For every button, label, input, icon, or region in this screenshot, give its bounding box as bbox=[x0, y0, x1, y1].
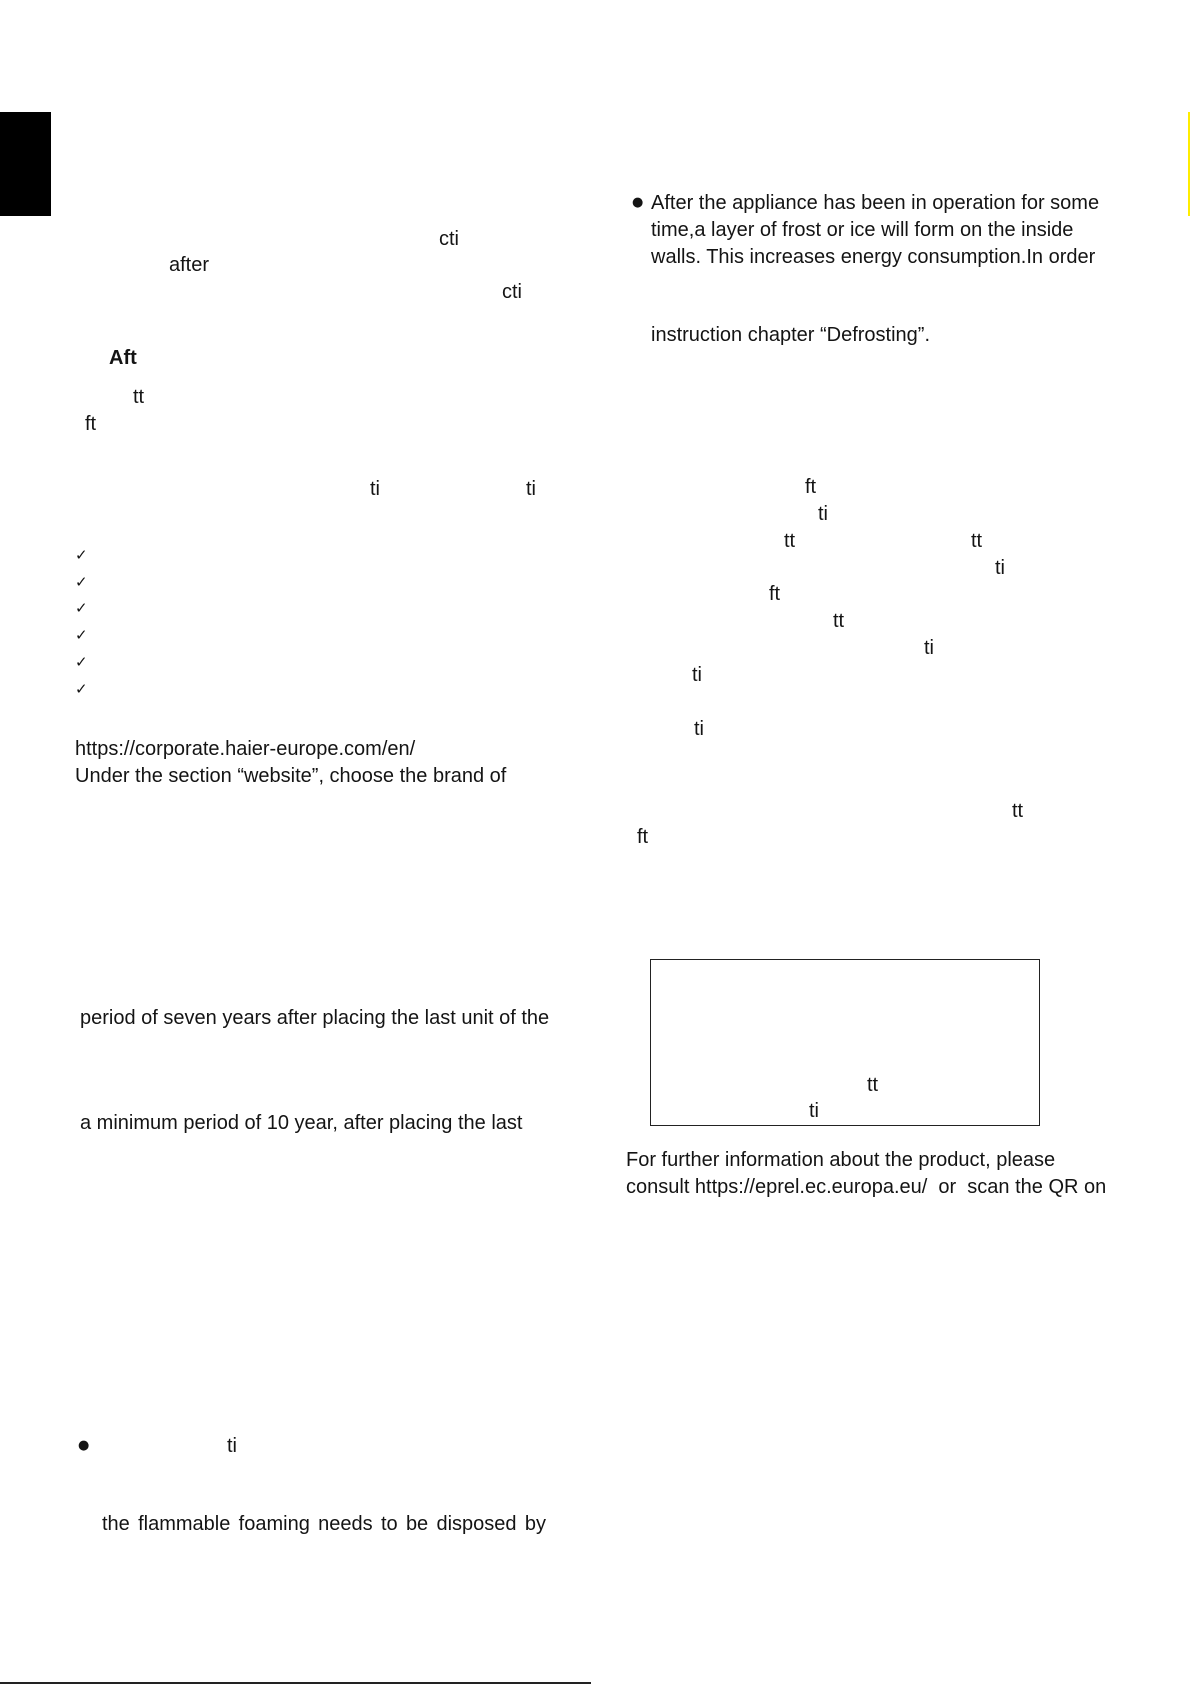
checkmark-icon: ✓ bbox=[75, 599, 88, 617]
text-fragment: ti bbox=[526, 478, 536, 500]
spare-parts-seven-years-text: period of seven years after placing the last unit of the bbox=[80, 1007, 550, 1029]
spare-parts-ten-years-text: a minimum period of 10 year, after placing the last bbox=[80, 1112, 523, 1134]
checkmark-icon: ✓ bbox=[75, 653, 88, 671]
checkmark-icon: ✓ bbox=[75, 680, 88, 698]
text-fragment: tt bbox=[833, 610, 845, 632]
website-instruction: Under the section “website”, choose the brand of bbox=[75, 765, 507, 787]
section-heading-fragment: Aft bbox=[109, 347, 137, 369]
text-fragment: cti bbox=[502, 281, 522, 303]
disposal-text: the flammable foaming needs to be disposed by bbox=[102, 1513, 546, 1535]
text-fragment: tt bbox=[1012, 800, 1024, 822]
product-info-link-line[interactable]: consult https://eprel.ec.europa.eu/ or scan the QR on bbox=[626, 1176, 1107, 1198]
language-side-tab bbox=[0, 112, 51, 216]
defrost-paragraph-line: walls. This increases energy consumption.In order bbox=[651, 246, 1096, 268]
footer-rule bbox=[0, 1682, 591, 1684]
text-fragment: ft bbox=[637, 826, 649, 848]
checkmark-icon: ✓ bbox=[75, 626, 88, 644]
text-fragment: ti bbox=[995, 557, 1005, 579]
checkmark-icon: ✓ bbox=[75, 546, 88, 564]
defrost-paragraph-line: instruction chapter “Defrosting”. bbox=[651, 324, 931, 346]
bullet-icon: ● bbox=[632, 195, 644, 210]
framed-note-box bbox=[650, 959, 1040, 1126]
text-fragment: ti bbox=[370, 478, 380, 500]
text-fragment: ti bbox=[818, 503, 828, 525]
text-fragment: ti bbox=[227, 1435, 237, 1457]
text-fragment: tt bbox=[133, 386, 145, 408]
bullet-icon: ● bbox=[78, 1438, 90, 1453]
text-fragment: tt bbox=[867, 1074, 879, 1096]
text-fragment: ti bbox=[694, 718, 704, 740]
text-fragment: tt bbox=[784, 530, 796, 552]
defrost-paragraph-line: After the appliance has been in operation for some bbox=[651, 192, 1100, 214]
website-url[interactable]: https://corporate.haier-europe.com/en/ bbox=[75, 738, 416, 760]
text-fragment: ti bbox=[809, 1100, 819, 1122]
accent-edge-line bbox=[1188, 112, 1190, 216]
text-fragment: cti bbox=[439, 228, 459, 250]
text-fragment: ft bbox=[769, 583, 781, 605]
text-fragment: ti bbox=[924, 637, 934, 659]
text-fragment: ft bbox=[805, 476, 817, 498]
checkmark-icon: ✓ bbox=[75, 573, 88, 591]
product-info-line: For further information about the product, please bbox=[626, 1149, 1056, 1171]
text-fragment: ti bbox=[692, 664, 702, 686]
text-fragment: tt bbox=[971, 530, 983, 552]
defrost-paragraph-line: time,a layer of frost or ice will form on the inside bbox=[651, 219, 1074, 241]
text-fragment: ft bbox=[85, 413, 97, 435]
text-fragment: after bbox=[169, 254, 210, 276]
